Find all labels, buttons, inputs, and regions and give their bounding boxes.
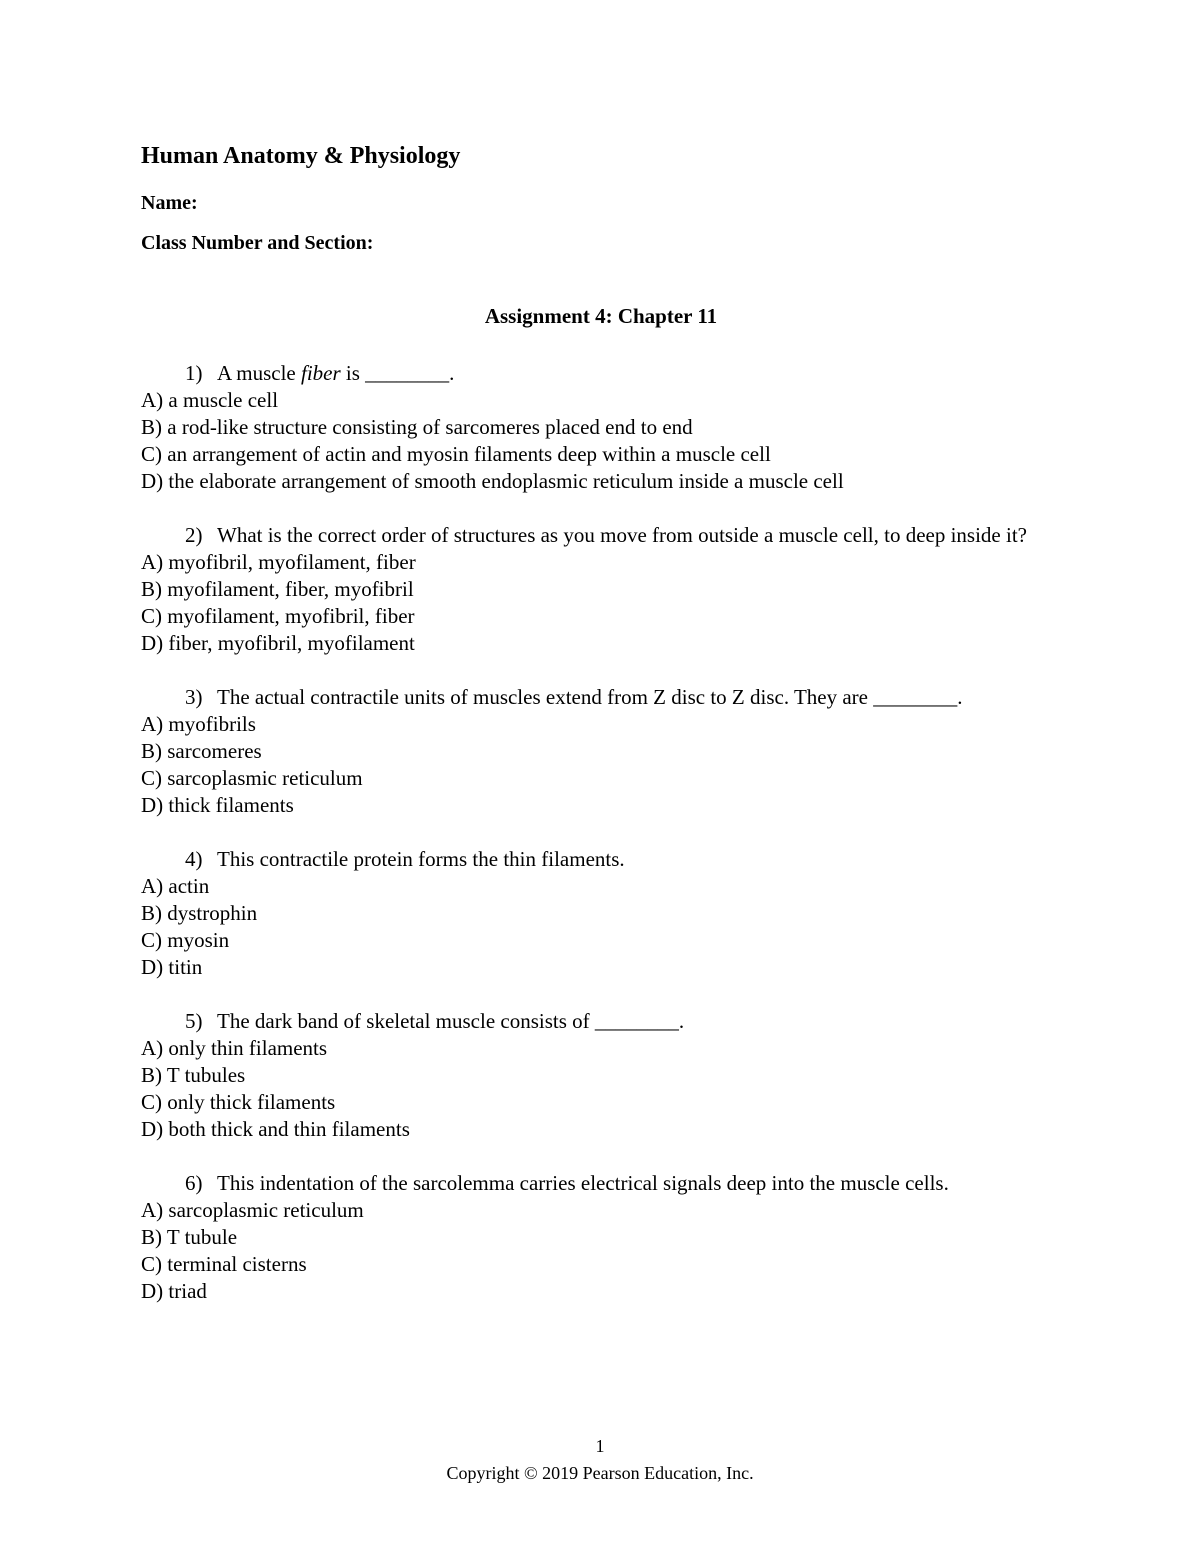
page-footer (0, 1433, 1200, 1487)
answer-option: A) only thin filaments (141, 1036, 328, 1060)
question-text-start: A muscle (217, 361, 301, 385)
name-label: Name: (141, 192, 198, 214)
answer-option: C) terminal cisterns (141, 1252, 307, 1276)
answer-option: C) an arrangement of actin and myosin filaments deep within a muscle cell (141, 442, 771, 466)
question-text: The dark band of skeletal muscle consists of ________. (217, 1009, 685, 1033)
question-text (217, 360, 1061, 387)
question-3 (141, 684, 1061, 819)
answer-option: D) titin (141, 955, 203, 979)
answer-option: B) myofilament, fiber, myofibril (141, 577, 414, 601)
class-section-label: Class Number and Section: (141, 232, 374, 254)
copyright-notice: Copyright © 2019 Pearson Education, Inc. (446, 1463, 754, 1483)
question-text-emphasis: fiber (301, 361, 341, 385)
question-text: The actual contractile units of muscles extend from Z disc to Z disc. They are ________. (217, 685, 963, 709)
question-number: 1) (185, 361, 203, 385)
question-number: 6) (185, 1171, 203, 1195)
answer-option: C) myofilament, myofibril, fiber (141, 604, 415, 628)
question-1 (141, 360, 1061, 495)
answer-option: A) sarcoplasmic reticulum (141, 1198, 364, 1222)
answer-option: B) sarcomeres (141, 739, 262, 763)
question-stem (141, 1008, 1061, 1035)
question-stem (141, 522, 1061, 549)
answer-option: B) dystrophin (141, 901, 258, 925)
answer-option: D) both thick and thin filaments (141, 1117, 410, 1141)
question-number: 4) (185, 847, 203, 871)
question-number: 2) (185, 523, 203, 547)
answer-option: D) fiber, myofibril, myofilament (141, 631, 415, 655)
answer-option: A) myofibril, myofilament, fiber (141, 550, 416, 574)
answer-option: C) sarcoplasmic reticulum (141, 766, 363, 790)
question-number: 3) (185, 685, 203, 709)
question-stem (141, 684, 1061, 711)
answer-option: C) only thick filaments (141, 1090, 336, 1114)
question-stem (141, 846, 1061, 873)
question-text: What is the correct order of structures as you move from outside a muscle cell, to deep inside it? (217, 523, 1027, 547)
course-title: Human Anatomy & Physiology (141, 143, 461, 169)
answer-option: D) triad (141, 1279, 207, 1303)
answer-option: B) T tubule (141, 1225, 238, 1249)
document-page (141, 0, 1061, 1553)
answer-option: D) the elaborate arrangement of smooth endoplasmic reticulum inside a muscle cell (141, 469, 844, 493)
question-number: 5) (185, 1009, 203, 1033)
question-5 (141, 1008, 1061, 1143)
question-text: This contractile protein forms the thin filaments. (217, 847, 625, 871)
answer-option: A) myofibrils (141, 712, 256, 736)
question-list (141, 360, 1061, 1305)
question-text: This indentation of the sarcolemma carries electrical signals deep into the muscle cells. (217, 1171, 949, 1195)
assignment-title: Assignment 4: Chapter 11 (484, 304, 718, 328)
answer-option: C) myosin (141, 928, 230, 952)
question-stem (141, 360, 1061, 387)
question-text-end: is ________. (340, 361, 455, 385)
answer-option: A) a muscle cell (141, 388, 279, 412)
answer-option: B) T tubules (141, 1063, 246, 1087)
question-stem (141, 1170, 1061, 1197)
page-number: 1 (595, 1436, 605, 1456)
answer-option: A) actin (141, 874, 210, 898)
answer-option: D) thick filaments (141, 793, 294, 817)
question-2 (141, 522, 1061, 657)
question-4 (141, 846, 1061, 981)
answer-option: B) a rod-like structure consisting of sarcomeres placed end to end (141, 415, 693, 439)
question-6 (141, 1170, 1061, 1305)
